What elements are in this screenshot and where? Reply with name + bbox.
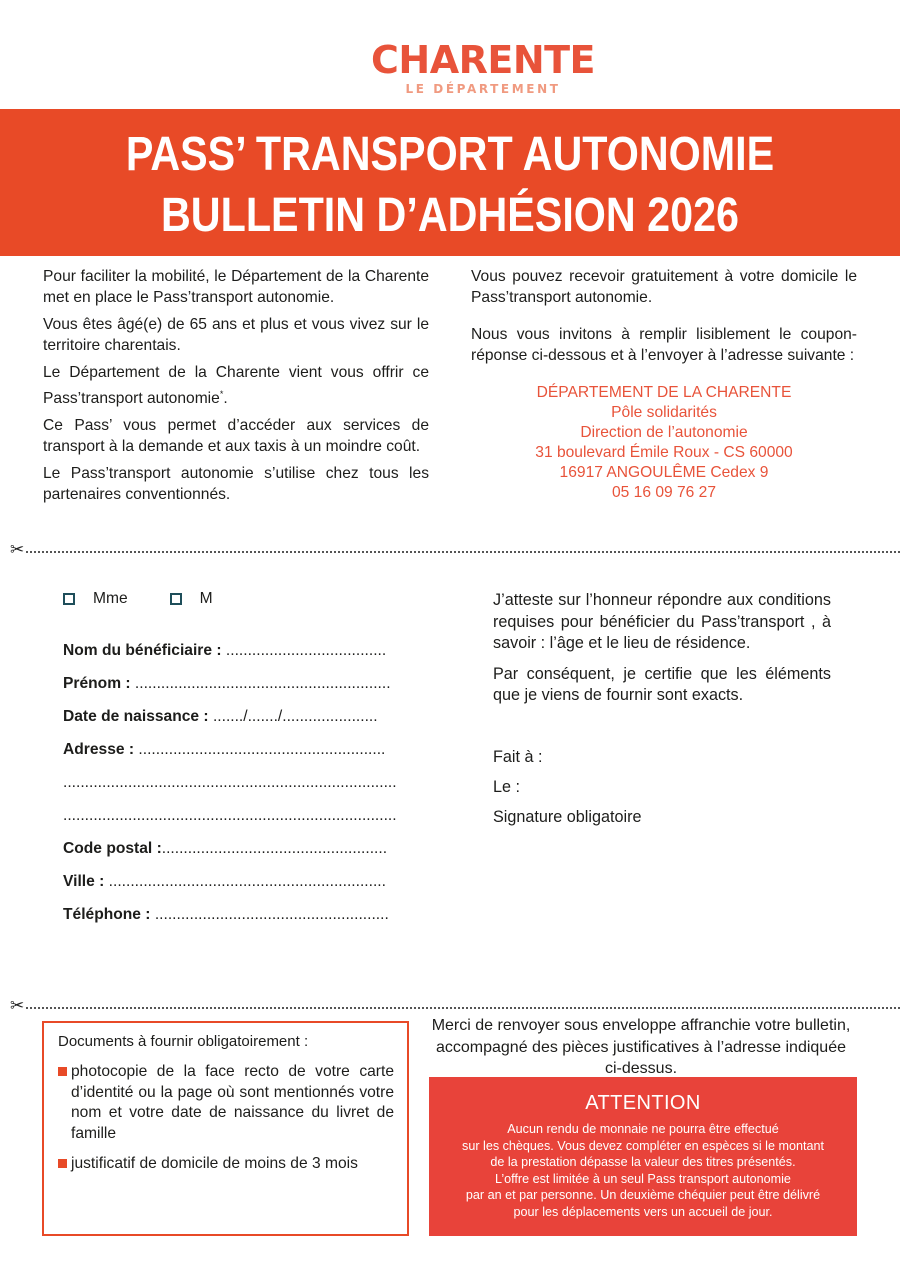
address-line: 31 boulevard Émile Roux - CS 60000 [535,444,793,461]
civility-label-mme: Mme [93,590,128,607]
address-phone: 05 16 09 76 27 [611,484,717,501]
field-dots: ................................................................ [104,873,386,890]
address-line: Pôle solidarités [611,404,717,421]
checkbox-mme[interactable] [63,593,75,605]
title-banner [0,109,900,256]
date-field[interactable]: Le : [493,777,521,796]
field-city[interactable] [63,871,403,904]
cut-line-top [0,540,900,560]
field-dots: .................................................... [161,840,388,857]
intro-offer-text: Le Département de la Charente vient vous offrir ce Pass’transport autonomie [43,364,429,407]
required-documents-box [42,1021,409,1236]
attention-line: sur les chèques. Vous devez compléter en espèces si le montant [462,1138,824,1153]
square-bullet-icon [58,1159,67,1168]
checkbox-m[interactable] [170,593,182,605]
intro-left-column [43,267,429,512]
field-label: Ville : [63,873,105,890]
documents-title: Documents à fournir obligatoirement : [58,1033,309,1050]
field-label: Adresse : [63,741,135,758]
attestation-paragraph: J’atteste sur l’honneur répondre aux conditions requises pour bénéficier du Pass’transport , à savoir : l’âge et le lieu de résidence. [493,591,831,652]
attestation-paragraph: Par conséquent, je certifie que les éléments que je viens de fournir sont exacts. [493,664,831,704]
intro-paragraph-offer [43,363,429,409]
attention-line: L’offre est limitée à un seul Pass transport autonomie [495,1171,791,1186]
field-dots: ............................................................................. [63,774,397,791]
document-item-text: justificatif de domicile de moins de 3 mois [71,1155,358,1172]
field-dots: ......................................................... [134,741,386,758]
logo-main-text: CHARENTE [371,38,595,82]
attention-title: ATTENTION [585,1092,701,1114]
field-postal-code[interactable] [63,838,403,871]
field-birth-date[interactable] [63,706,403,739]
attention-line: de la prestation dépasse la valeur des titres présentés. [490,1155,796,1169]
address-line: Direction de l’autonomie [580,424,748,441]
field-dots: ............................................................................. [63,807,397,824]
field-dots: ........................................................... [130,675,391,692]
field-label: Date de naissance : [63,708,209,725]
field-label: Nom du bénéficiaire : [63,642,222,659]
intro-paragraph: Ce Pass’ vous permet d’accéder aux services de transport à la demande et aux taxis à un moindre coût. [43,417,429,455]
field-dots: ..................................... [221,642,387,659]
dotted-divider [26,1007,900,1009]
field-label: Prénom : [63,675,131,692]
return-instructions: Merci de renvoyer sous enveloppe affranchie votre bulletin, accompagné des pièces justificatives à l’adresse indiquée ci-dessus. [431,1017,851,1077]
field-first-name[interactable] [63,673,403,706]
field-dots: ......./......./...................... [208,708,378,725]
attention-line: pour les déplacements vers un accueil de jour. [513,1204,773,1219]
attention-line: par an et par personne. Un deuxième chéquier peut être délivré [465,1188,821,1202]
mailing-address [471,383,857,503]
field-address[interactable] [63,739,403,772]
field-name[interactable] [63,640,403,673]
document-item [58,1154,394,1175]
beneficiary-form [63,588,403,937]
document-item [58,1062,394,1144]
field-label: Code postal : [63,840,162,857]
intro-offer-period: . [223,389,228,407]
field-address-line-2[interactable] [63,772,403,805]
footnote-mark: * [219,388,224,399]
cut-line-bottom [0,996,900,1016]
field-label: Téléphone : [63,906,151,923]
attestation-section [493,590,831,836]
intro-paragraph: Pour faciliter la mobilité, le Département de la Charente met en place le Pass’transport autonomie. [43,268,429,306]
banner-title-line-2: BULLETIN D’ADHÉSION 2026 [160,189,740,242]
signature-block [493,746,831,836]
square-bullet-icon [58,1067,67,1076]
made-at-field[interactable]: Fait à : [493,747,543,766]
civility-label-m: M [199,590,213,607]
address-line: DÉPARTEMENT DE LA CHARENTE [536,384,792,401]
intro-paragraph: Vous pouvez recevoir gratuitement à votre domicile le Pass’transport autonomie. [471,268,857,306]
field-phone[interactable] [63,904,403,937]
field-address-line-3[interactable] [63,805,403,838]
scissors-icon: ✂ [10,996,25,1016]
attention-line: Aucun rendu de monnaie ne pourra être effectué [507,1122,779,1136]
intro-right-column [471,267,857,503]
field-dots: ...................................................... [150,906,389,923]
dotted-divider [26,551,900,553]
logo-sub-text: LE DÉPARTEMENT [405,82,561,96]
scissors-icon: ✂ [10,540,25,560]
signature-field[interactable]: Signature obligatoire [493,807,642,826]
banner-title-line-1: PASS’ TRANSPORT AUTONOMIE [125,128,775,181]
intro-paragraph: Nous vous invitons à remplir lisiblement le coupon-réponse ci-dessous et à l’envoyer à l’adresse suivante : [471,326,857,364]
department-logo [0,38,900,96]
intro-paragraph: Vous êtes âgé(e) de 65 ans et plus et vous vivez sur le territoire charentais. [43,316,429,354]
intro-paragraph: Le Pass’transport autonomie s’utilise chez tous les partenaires conventionnés. [43,465,429,503]
civility-options [63,588,403,610]
address-line: 16917 ANGOULÊME Cedex 9 [559,464,769,481]
document-item-text: photocopie de la face recto de votre carte d’identité ou la page où sont mentionnés votre nom et votre date de naissance du livret de famille [71,1063,394,1142]
attention-box [429,1077,857,1236]
